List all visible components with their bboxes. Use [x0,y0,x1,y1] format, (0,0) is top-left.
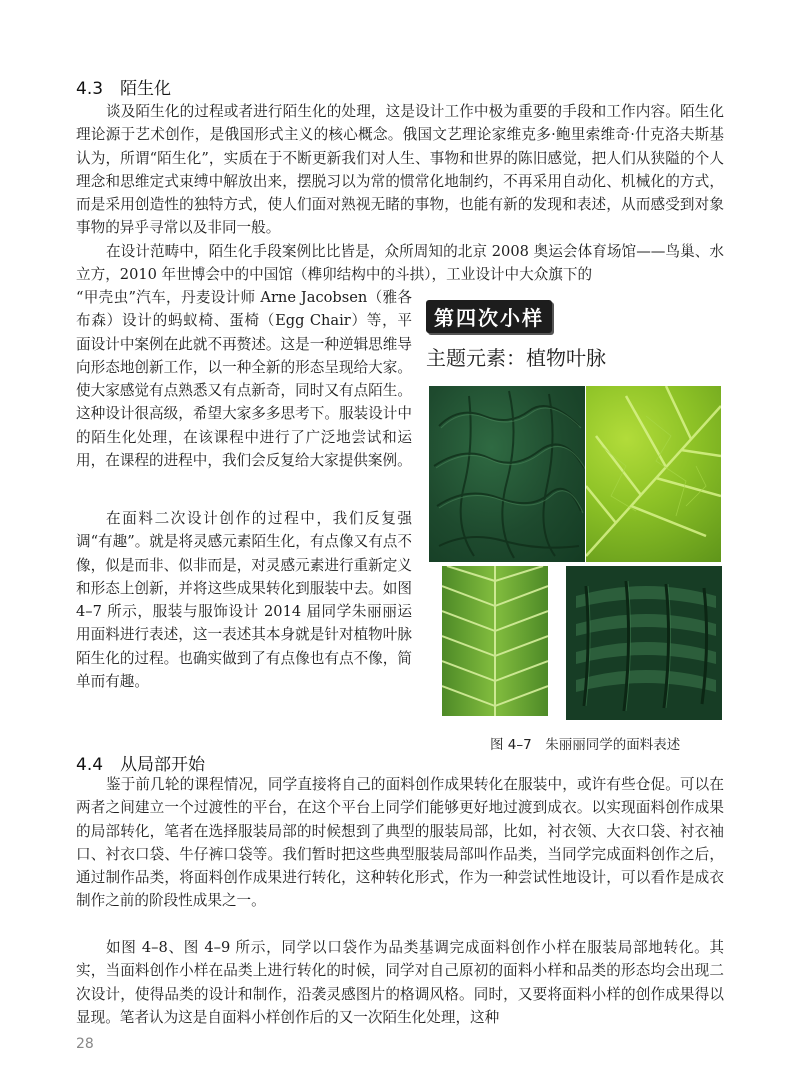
paragraph-start-from-parts: 鉴于前几轮的课程情况，同学直接将自己的面料创作成果转化在服装中，或许有些仓促。可以在两者之间建立一个过渡性的平台，在这个平台上同学们能够更好地过渡到成衣。以实现面料创作成果的局部转化，笔者在选择服装局部的时候想到了典型的服装局部，比如，衬衣领、大衣口袋、衬衣袖口、衬衣口袋、牛仔裤口袋等。我们暂时把这些典型服装局部叫作品类，当同学完成面料创作之后，通过制作品类，将面料创作成果进行转化，这种转化形式，作为一种尝试性地设计，可以看作是成衣制作之前的阶段性成果之一。 [76,776,724,910]
photo-leaf-midrib [442,566,548,716]
paragraph-design-examples-full: 在设计范畴中，陌生化手段案例比比皆是，众所周知的北京 2008 奥运会体育场馆——鸟巢、水立方，2010 年世博会中的中国馆（榫卯结构中的斗拱），工业设计中大众旗下的 [76,243,724,284]
section-heading-4-4: 4.4 从局部开始 [76,755,206,775]
figure-caption: 图 4–7 朱丽丽同学的面料表述 [490,737,681,753]
photo-leaf-closeup [586,386,721,562]
quilted-pattern [429,386,585,562]
figure-subtitle: 主题元素：植物叶脉 [426,346,606,370]
photo-pleated-fabric [566,566,722,720]
photo-quilted-fabric [429,386,585,562]
leaf-midrib-veins [442,566,548,716]
section-heading-4-3: 4.3 陌生化 [76,79,172,99]
paragraph-design-examples-cont: “甲壳虫”汽车，丹麦设计师 Arne Jacobsen（雅各布森）设计的蚂蚁椅、蛋椅（Egg Chair）等，平面设计中案例在此就不再赘述。这是一种逆辑思维导向形态地创新工作，以一种全新的形态呈现给大家。使大家感觉有点熟悉又有点新奇，同时又有点陌生。这种设计很高级，希望大家多多思考下。服装设计中的陌生化处理，在该课程中进行了广泛地尝试和运用，在课程的进程中，我们会反复给大家提供案例。 [76,289,412,470]
pleats [566,566,722,720]
leaf-veins [586,386,721,562]
paragraph-fabric-interest: 在面料二次设计创作的过程中，我们反复强调“有趣”。就是将灵感元素陌生化，有点像又有点不像，似是而非、似非而是，对灵感元素进行重新定义和形态上创新，并将这些成果转化到服装中去。如图 4–7 所示，服装与服饰设计 2014 届同学朱丽丽运用面料进行表述，这一表述其本身就是针对植物叶脉陌生化的过程。也确实做到了有点像也有点不像，简单而有趣。 [76,510,412,691]
figure-title: 第四次小样 [426,300,552,333]
page-number: 28 [76,1036,94,1052]
paragraph-pocket-examples: 如图 4–8、图 4–9 所示，同学以口袋作为品类基调完成面料创作小样在服装局部地转化。其实，当面料创作小样在品类上进行转化的时候，同学对自己原初的面料小样和品类的形态均会出现二次设计，使得品类的设计和制作，沿袭灵感图片的格调风格。同时，又要将面料小样的创作成果得以显现。笔者认为这是自面料小样创作后的又一次陌生化处理，这种 [76,939,724,1026]
paragraph-defamiliarization-intro: 谈及陌生化的过程或者进行陌生化的处理，这是设计工作中极为重要的手段和工作内容。陌生化理论源于艺术创作，是俄国形式主义的核心概念。俄国文艺理论家维克多·鲍里索维奇·什克洛夫斯基认为，所谓“陌生化”，实质在于不断更新我们对人生、事物和世界的陈旧感觉，把人们从狭隘的个人理念和思维定式束缚中解放出来，摆脱习以为常的惯常化地制约，不再采用自动化、机械化的方式，而是采用创造性的独特方式，使人们面对熟视无睹的事物，也能有新的发现和表述，从而感受到对象事物的异乎寻常以及非同一般。 [76,103,724,237]
